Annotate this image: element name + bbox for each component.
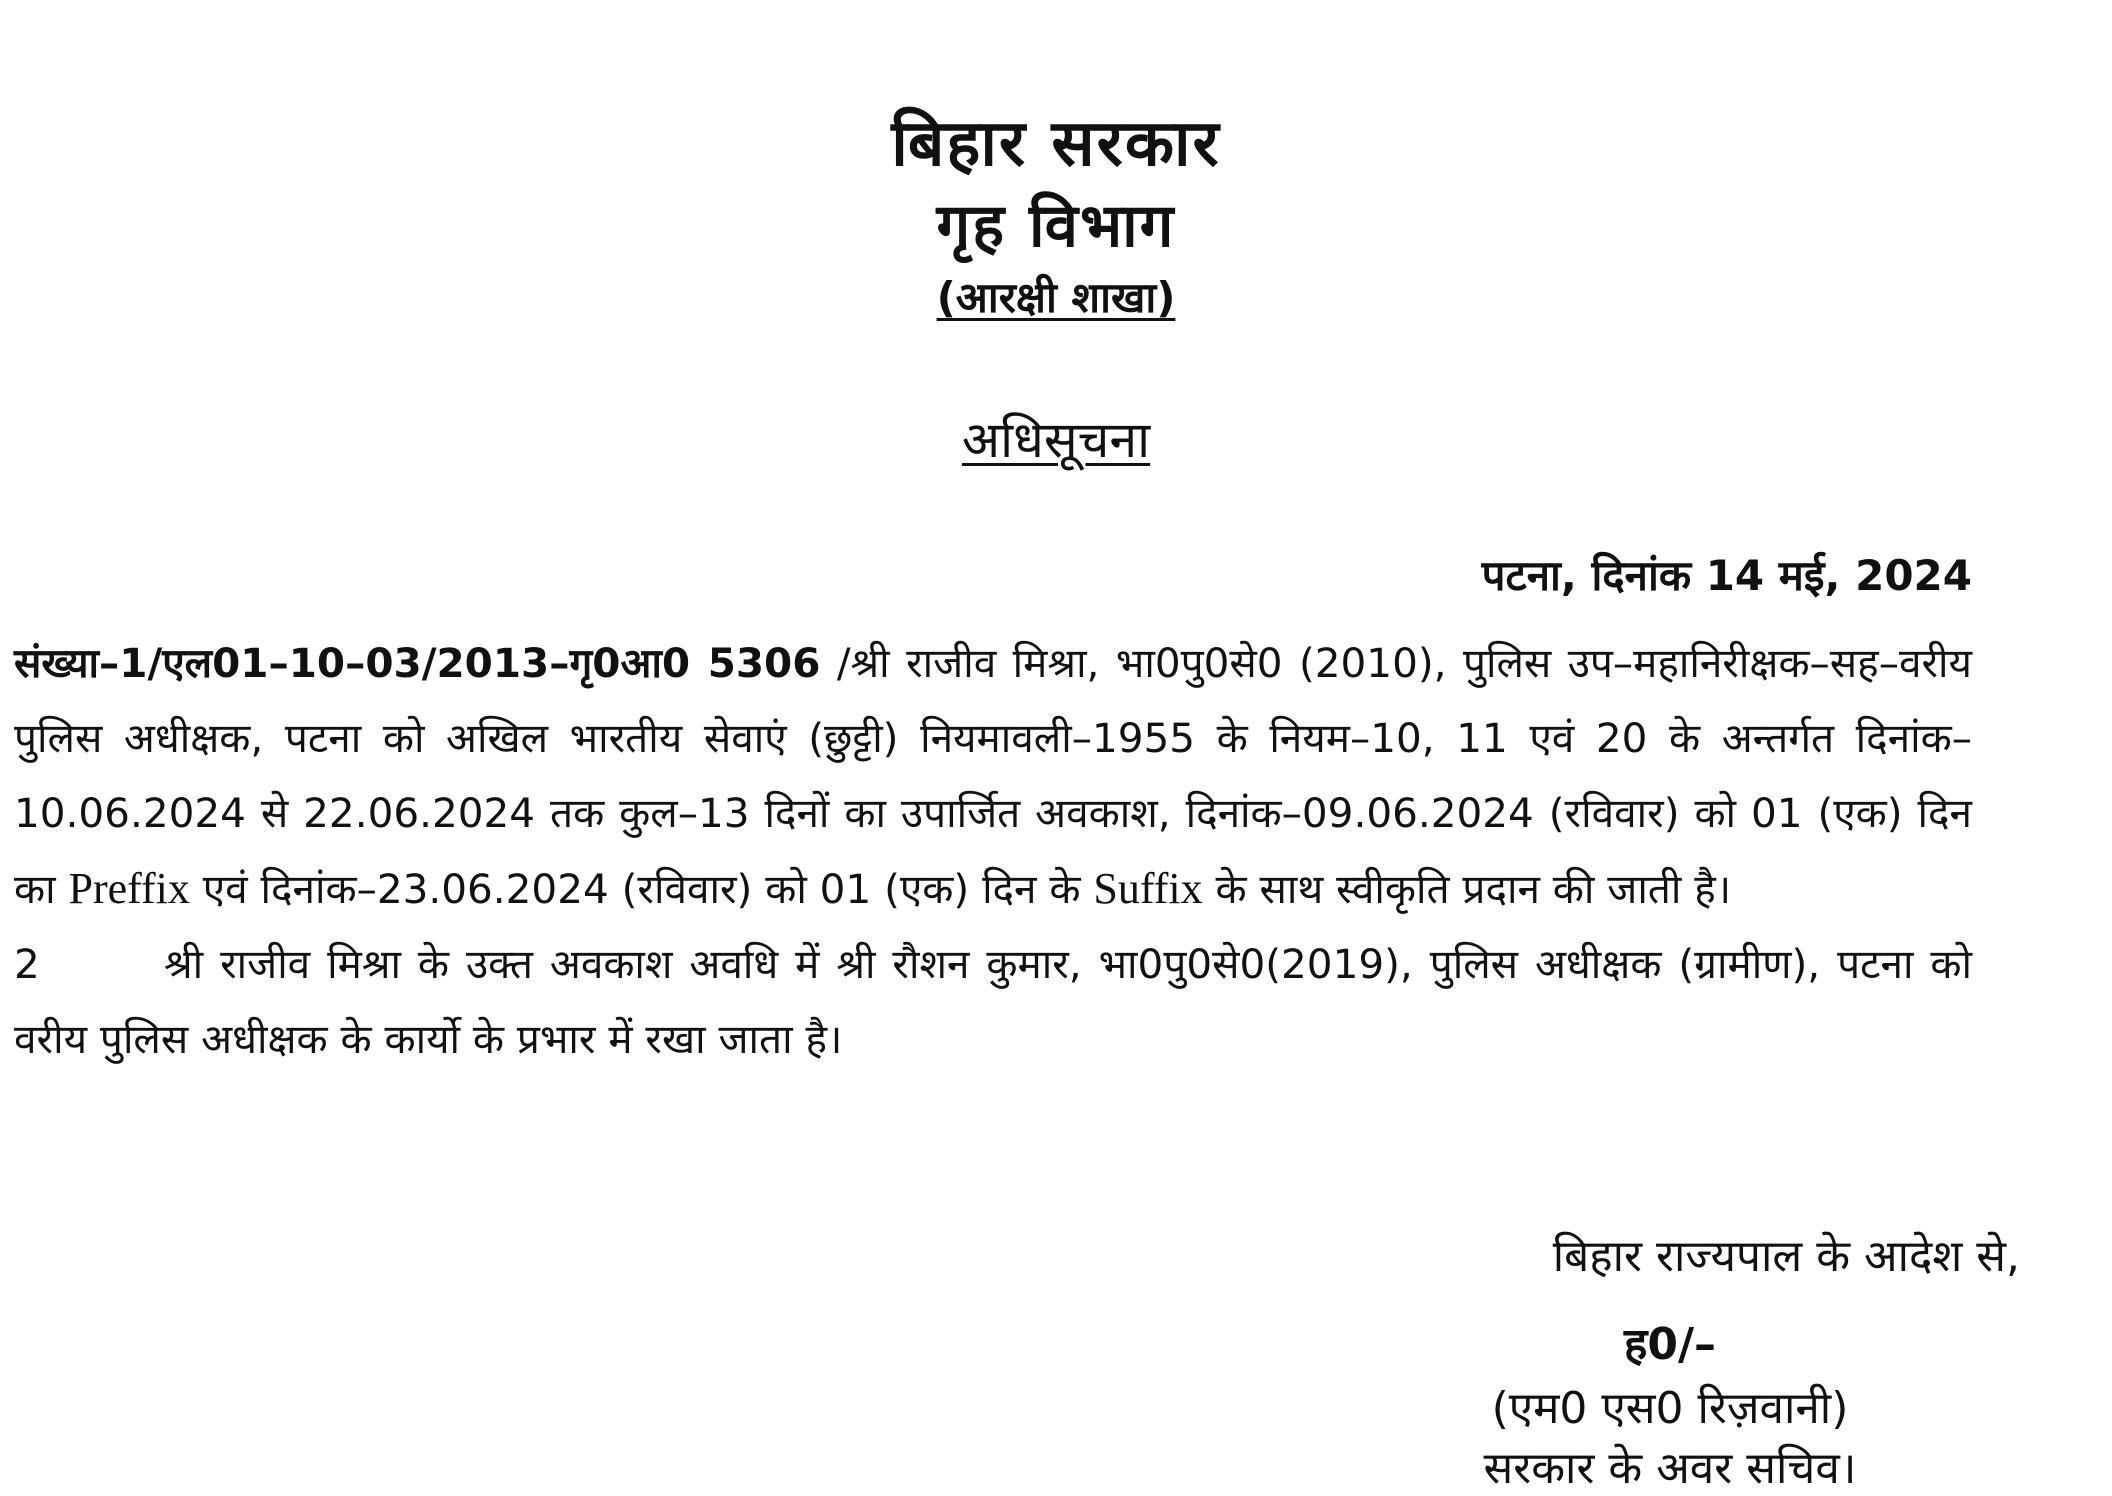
suffix-term: Suffix — [1093, 864, 1203, 913]
prefix-term: Preffix — [68, 864, 190, 913]
paragraph-1-text-a: /श्री राजीव मिश्रा, भा0पु0से0 (2010), पुलिस उप–महानिरीक्षक–सह–वरीय पुलिस अधीक्षक, पटना को अखिल भारतीय सेवाएं (छुट्टी) नियमावली–1955 के नियम–10, 11 एवं 20 के अन्तर्गत दिनांक–10.06.2024 से 22.06.2024 तक कुल–13 दिनों का उपार्जित अवकाश, दिनांक–09.06.2024 (रविवार) को 01 (एक) दिन का — [14, 639, 1973, 913]
paragraph-1-text-c: के साथ स्वीकृति प्रदान की जाती है। — [1202, 865, 1732, 913]
government-heading: बिहार सरकार — [891, 107, 1221, 181]
place-date-line: पटना, दिनांक 14 मई, 2024 — [1481, 551, 1972, 600]
signatory-designation: सरकार के अवर सचिव। — [1483, 1443, 1857, 1494]
notification-body — [14, 626, 1972, 1077]
paragraph-2 — [14, 927, 1972, 1077]
notification-title-text: अधिसूचना — [961, 411, 1151, 469]
signed-mark: ह0/– — [1623, 1319, 1717, 1370]
branch-label: (आरक्षी शाखा) — [936, 273, 1176, 322]
paragraph-2-text: श्री राजीव मिश्रा के उक्त अवकाश अवधि में श्री रौशन कुमार, भा0पु0से0(2019), पुलिस अधीक्षक (ग्रामीण), पटना को वरीय पुलिस अधीक्षक के कार्यो के प्रभार में रखा जाता है। — [14, 940, 1972, 1063]
reference-number: संख्या–1/एल01–10–03/2013–गृ0आ0 5306 — [14, 639, 821, 687]
paragraph-2-number: 2 — [14, 940, 40, 988]
paragraph-1-text-b: एवं दिनांक–23.06.2024 (रविवार) को 01 (एक) दिन के — [189, 865, 1094, 913]
notification-title — [0, 410, 2112, 470]
branch-heading — [0, 274, 2112, 322]
order-authority-line: बिहार राज्यपाल के आदेश से, — [1552, 1231, 2020, 1282]
signatory-name: (एम0 एस0 रिज़वानी) — [1491, 1383, 1849, 1434]
paragraph-1 — [14, 626, 1972, 927]
department-heading: गृह विभाग — [936, 191, 1176, 261]
